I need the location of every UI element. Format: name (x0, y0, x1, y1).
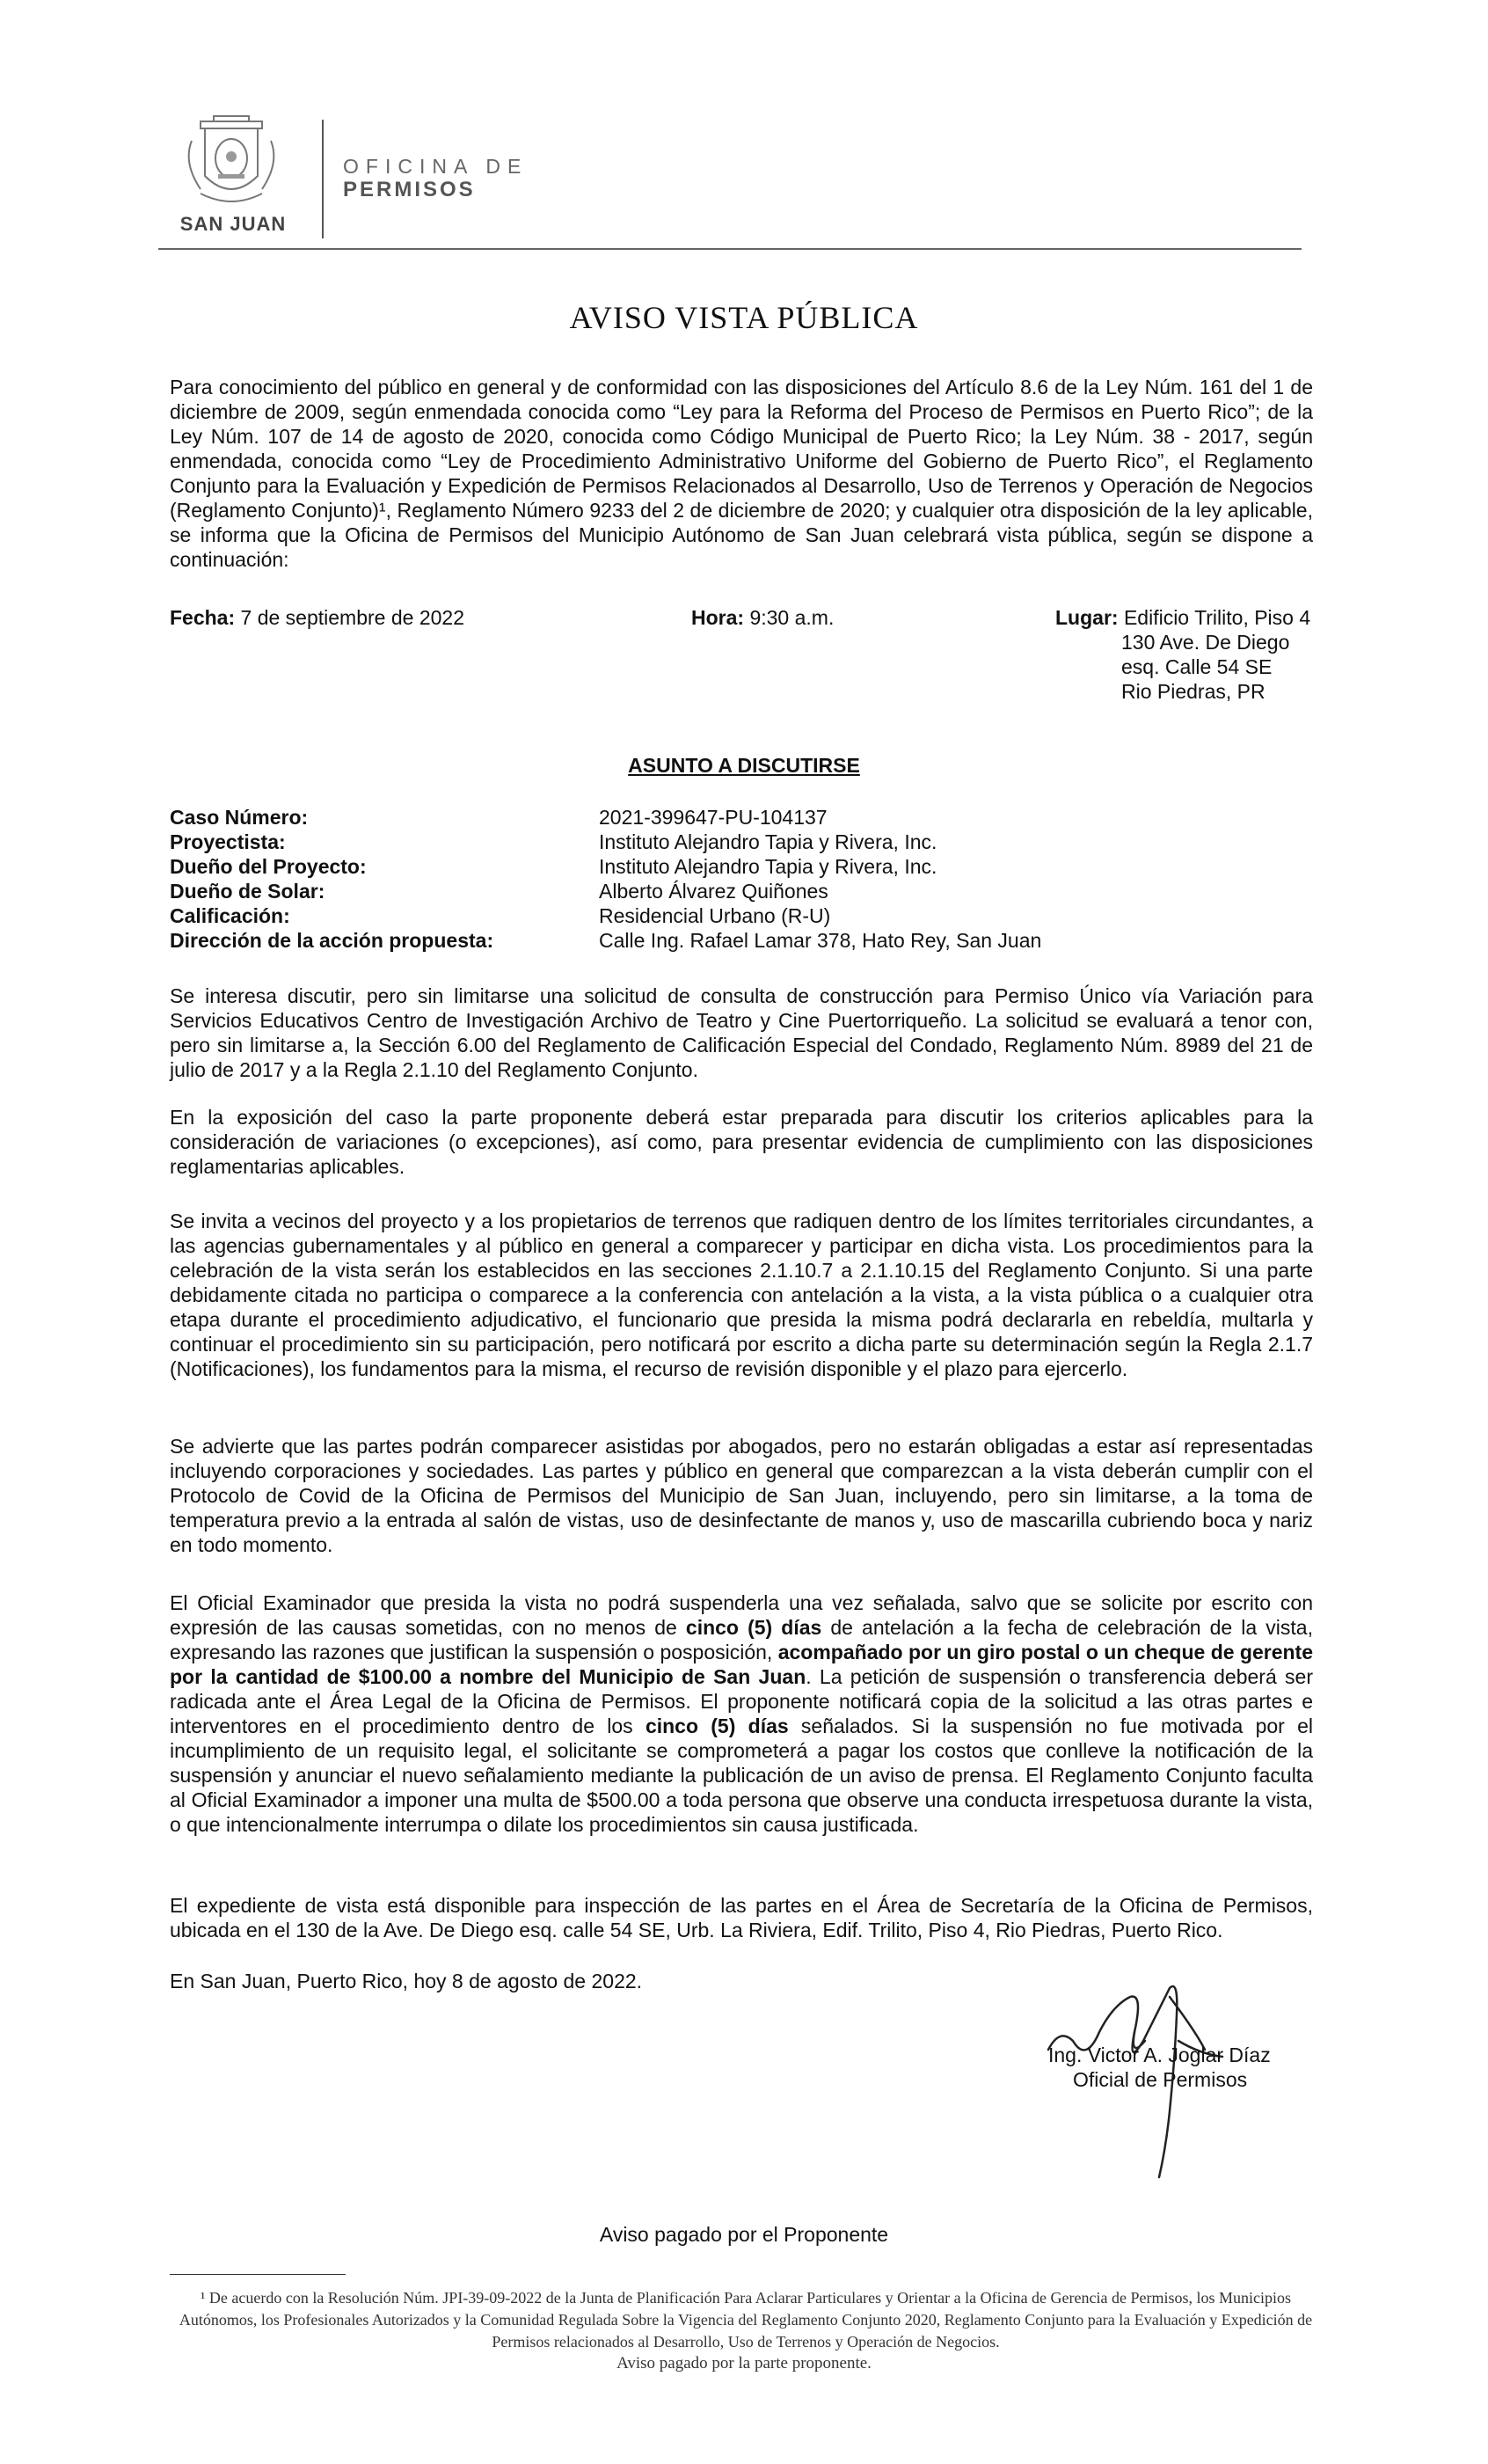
emphasis: cinco (5) días (685, 1616, 822, 1639)
case-row (170, 879, 1041, 903)
office-name-bottom: PERMISOS (343, 178, 476, 201)
date-value: 7 de septiembre de 2022 (240, 606, 464, 629)
office-name-top: OFICINA DE (343, 155, 529, 178)
emphasis: acompañado por un giro postal o un cheque de gerente por la cantidad de $100.00 a nombre del Municipio de San Juan (170, 1641, 1314, 1688)
header-divider (322, 120, 324, 238)
time-value: 9:30 a.m. (749, 606, 835, 629)
letterhead (158, 114, 1302, 246)
footnote-paid-notice: Aviso pagado por la parte proponente. (616, 2354, 872, 2373)
closing-line: En San Juan, Puerto Rico, hoy 8 de agosto de 2022. (170, 1970, 643, 1992)
place-line: Rio Piedras, PR (1121, 680, 1266, 703)
case-label: Calificación: (170, 904, 290, 927)
signatory-name: Ing. Victor A. Joglar Díaz (1048, 2044, 1271, 2066)
place-line: 130 Ave. De Diego (1121, 631, 1290, 654)
paid-notice: Aviso pagado por el Proponente (599, 2223, 889, 2246)
case-value: Alberto Álvarez Quiñones (599, 880, 828, 903)
case-label: Proyectista: (170, 830, 286, 853)
case-value: Instituto Alejandro Tapia y Rivera, Inc. (599, 855, 937, 878)
case-value: Calle Ing. Rafael Lamar 378, Hato Rey, San Juan (599, 929, 1042, 952)
case-row (170, 854, 1041, 879)
case-label: Dirección de la acción propuesta: (170, 929, 494, 952)
case-row (170, 903, 1041, 928)
body-paragraph: El expediente de vista está disponible para inspección de las partes en el Área de Secretaría de la Oficina de Permisos, ubicada en el 130 de la Ave. De Diego esq. calle 54 SE, Urb. La Riviera, Edif. Trilito, Piso 4, Rio Piedras, Puerto Rico. (170, 1894, 1313, 1941)
place-label: Lugar: (1055, 606, 1119, 629)
case-row (170, 805, 1041, 830)
hearing-time (691, 605, 834, 630)
case-row (170, 928, 1041, 953)
body-paragraph: Se interesa discutir, pero sin limitarse una solicitud de consulta de construcción para Permiso Único vía Variación para Servicios Educativos Centro de Investigación Archivo de Teatro y Cine Puertorriqueño. La solicitud se evaluará a tenor con, pero sin limitarse a, la Sección 6.00 del Reglamento de Calificación Especial del Condado, Reglamento Núm. 8989 del 21 de julio de 2017 y a la Regla 2.1.10 del Reglamento Conjunto. (170, 984, 1313, 1081)
body-paragraph: Se invita a vecinos del proyecto y a los propietarios de terrenos que radiquen dentro de los límites territoriales circundantes, a las agencias gubernamentales y al público en general a comparecer y participar en dicha vista. Los procedimientos para la celebración de la vista serán los establecidos en las secciones 2.1.10.7 a 2.1.10.15 del Reglamento Conjunto. Si una parte debidamente citada no participa o comparece a la conferencia con antelación a la vista, a la vista pública o a cualquier otra etapa durante el procedimiento adjudicativo, el funcionario que presida la misma podrá declararla en rebeldía, multarla y continuar el procedimiento sin su participación, pero notificará por escrito a dicha parte su determinación según la Regla 2.1.7 (Notificaciones), los fundamentos para la misma, el recurso de revisión disponible y el plazo para ejercerlo. (170, 1210, 1313, 1380)
case-label: Caso Número: (170, 806, 309, 829)
case-label: Dueño de Solar: (170, 880, 325, 903)
signatory-role: Oficial de Permisos (1073, 2068, 1248, 2091)
case-label: Dueño del Proyecto: (170, 855, 367, 878)
case-value: 2021-399647-PU-104137 (599, 806, 828, 829)
body-paragraph: En la exposición del caso la parte proponente deberá estar preparada para discutir los criterios aplicables para la consideración de variaciones (o excepciones), así como, para presentar evidencia de cumplimiento con las disposiciones reglamentarias aplicables. (170, 1106, 1313, 1178)
subject-heading: ASUNTO A DISCUTIRSE (628, 754, 860, 777)
body-paragraph: El Oficial Examinador que presida la vista no podrá suspenderla una vez señalada, salvo que se solicite por escrito con expresión de las causas sometidas, con no menos de cinco (5) días de antelación a la fecha de celebración de la vista, expresando las razones que justifican la suspensión o posposición, acompañado por un giro postal o un cheque de gerente por la cantidad de $100.00 a nombre del Municipio de San Juan. La petición de suspensión o transferencia deberá ser radicada ante el Área Legal de la Oficina de Permisos. El proponente notificará copia de la solicitud a las otras partes e interventores en el procedimiento dentro de los cinco (5) días señalados. Si la suspensión no fue motivada por el incumplimiento de un requisito legal, el solicitante se comprometerá a pagar los costos que conlleve la notificación de la suspensión y anunciar el nuevo señalamiento mediante la publicación de un aviso de prensa. El Reglamento Conjunto faculta al Oficial Examinador a imponer una multa de $500.00 a toda persona que observe una conducta irrespetuosa durante la vista, o que intencionalmente interrumpa o dilate los procedimientos sin causa justificada. (170, 1591, 1314, 1836)
header-rule (158, 248, 1302, 250)
intro-paragraph: Para conocimiento del público en general y de conformidad con las disposiciones del Artículo 8.6 de la Ley Núm. 161 del 1 de diciembre de 2009, según enmendada conocida como “Ley para la Reforma del Proceso de Permisos en Puerto Rico”; de la Ley Núm. 107 de 14 de agosto de 2020, conocida como Código Municipal de Puerto Rico; la Ley Núm. 38 - 2017, según enmendada, conocida como “Ley de Procedimiento Administrativo Uniforme del Gobierno de Puerto Rico”, el Reglamento Conjunto para la Evaluación y Expedición de Permisos Relacionados al Desarrollo, Uso de Terrenos y Operación de Negocios (Reglamento Conjunto)¹, Reglamento Número 9233 del 2 de diciembre de 2020; y cualquier otra disposición de la ley aplicable, se informa que la Oficina de Permisos del Municipio Autónomo de San Juan celebrará vista pública, según se dispone a continuación: (170, 376, 1313, 571)
time-label: Hora: (691, 606, 745, 629)
case-value: Residencial Urbano (R-U) (599, 904, 831, 927)
municipal-seal-icon (174, 114, 288, 211)
body-paragraph: Se advierte que las partes podrán comparecer asistidas por abogados, pero no estarán obligadas a estar así representadas incluyendo corporaciones y sociedades. Las partes y público en general que comparezcan a la vista deberán cumplir con el Protocolo de Covid de la Oficina de Permisos del Municipio de San Juan, incluyendo, pero sin limitarse, a la toma de temperatura previo a la entrada al salón de vistas, uso de desinfectante de manos y, uso de mascarilla cubriendo boca y nariz en todo momento. (170, 1435, 1313, 1556)
document-title: AVISO VISTA PÚBLICA (569, 300, 919, 335)
case-value: Instituto Alejandro Tapia y Rivera, Inc. (599, 830, 937, 853)
signatory-block (1048, 2043, 1271, 2092)
place-line: esq. Calle 54 SE (1121, 655, 1273, 678)
municipality-name: SAN JUAN (179, 213, 287, 235)
date-label: Fecha: (170, 606, 236, 629)
footnote: ¹ De acuerdo con la Resolución Núm. JPI-39-09-2022 de la Junta de Planificación Para Aclarar Particulares y Orientar a la Oficina de Gerencia de Permisos, los Municipios Autónomos, los Profesionales Autorizados y la Comunidad Regulada Sobre la Vigencia del Reglamento Conjunto 2020, Reglamento Conjunto para la Evaluación y Expedición de Permisos relacionados al Desarrollo, Uso de Terrenos y Operación de Negocios. (179, 2289, 1313, 2351)
place-line: Edificio Trilito, Piso 4 (1123, 606, 1311, 629)
hearing-place (1055, 605, 1310, 630)
case-row (170, 830, 1041, 854)
hearing-date (170, 605, 464, 630)
footnote-rule (170, 2274, 346, 2275)
emphasis: cinco (5) días (645, 1715, 789, 1737)
case-details (170, 805, 1041, 953)
